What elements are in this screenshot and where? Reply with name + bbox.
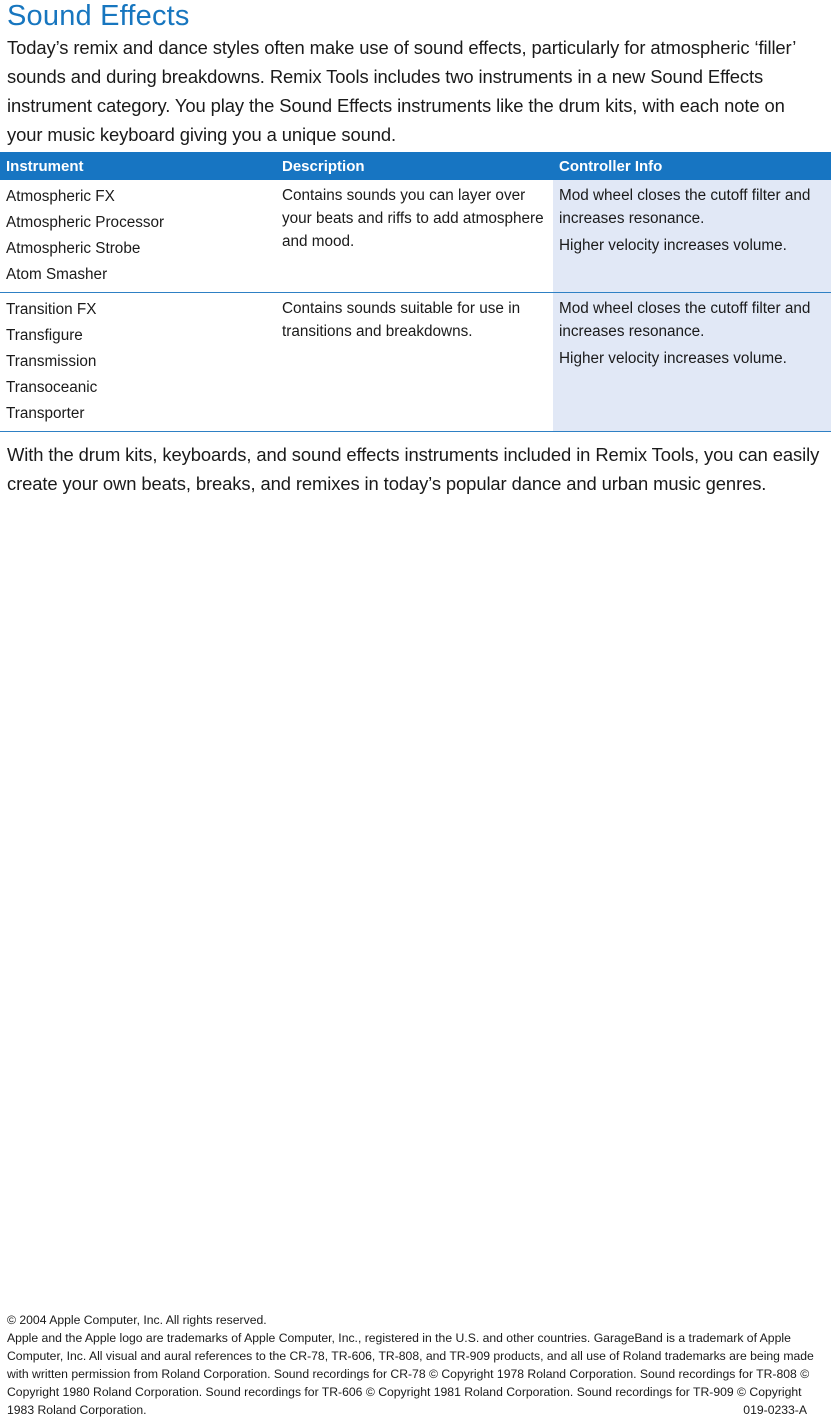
legal-footer bbox=[7, 1311, 829, 1419]
controller-cell bbox=[553, 180, 831, 293]
instrument-cell bbox=[0, 293, 276, 432]
table-header-row bbox=[0, 152, 831, 180]
instrument-name: Transfigure bbox=[6, 327, 83, 344]
header-description: Description bbox=[276, 152, 553, 180]
description-cell: Contains sounds you can layer over your beats and riffs to add atmosphere and mood. bbox=[276, 180, 553, 293]
legal-text bbox=[7, 1329, 829, 1419]
instrument-name: Transoceanic bbox=[6, 379, 98, 396]
page-title: Sound Effects bbox=[7, 0, 190, 32]
controller-note: Mod wheel closes the cutoff filter and increases resonance. bbox=[559, 187, 811, 227]
controller-note: Mod wheel closes the cutoff filter and increases resonance. bbox=[559, 300, 811, 340]
table-row bbox=[0, 293, 831, 432]
controller-note: Higher velocity increases volume. bbox=[559, 237, 787, 254]
instrument-name: Atmospheric Processor bbox=[6, 214, 165, 231]
instruments-table bbox=[0, 152, 831, 432]
table-row bbox=[0, 180, 831, 293]
instrument-name: Transporter bbox=[6, 405, 85, 422]
instrument-name: Transition FX bbox=[6, 301, 97, 318]
instrument-name: Atmospheric Strobe bbox=[6, 240, 141, 257]
header-controller-info: Controller Info bbox=[553, 152, 831, 180]
controller-note: Higher velocity increases volume. bbox=[559, 350, 787, 367]
copyright-notice: © 2004 Apple Computer, Inc. All rights reserved. bbox=[7, 1313, 267, 1327]
trademark-text: Apple and the Apple logo are trademarks of Apple Computer, Inc., registered in the U.S. and other countries. GarageBand is a trademark of Apple Computer, Inc. All visual and aural references to the CR-78, TR-606, TR-808, and TR-909 products, and all use of Roland trademarks are being made with written permission from Roland Corporation. Sound recordings for CR-78 © Copyright 1978 Roland Corporation. Sound recordings for TR-808 © Copyright 1980 Roland Corporation. Sound recordings for TR-606 © Copyright 1981 Roland Corporation. Sound recordings for TR-909 © Copyright 1983 Roland Corporation. bbox=[7, 1331, 814, 1417]
description-cell: Contains sounds suitable for use in transitions and breakdowns. bbox=[276, 293, 553, 432]
document-number: 019-0233-A bbox=[743, 1403, 807, 1417]
instrument-name: Atmospheric FX bbox=[6, 188, 115, 205]
intro-paragraph: Today’s remix and dance styles often make use of sound effects, particularly for atmospheric ‘filler’ sounds and during breakdowns. Remix Tools includes two instruments in a new Sound Effects instrument category. You play the Sound Effects instruments like the drum kits, with each note on your music keyboard giving you a unique sound. bbox=[7, 37, 796, 145]
controller-cell bbox=[553, 293, 831, 432]
instrument-name: Transmission bbox=[6, 353, 97, 370]
instrument-name: Atom Smasher bbox=[6, 266, 108, 283]
header-instrument: Instrument bbox=[0, 152, 276, 180]
instrument-cell bbox=[0, 180, 276, 293]
outro-paragraph: With the drum kits, keyboards, and sound effects instruments included in Remix Tools, you can easily create your own beats, breaks, and remixes in today’s popular dance and urban music genres. bbox=[7, 444, 820, 494]
